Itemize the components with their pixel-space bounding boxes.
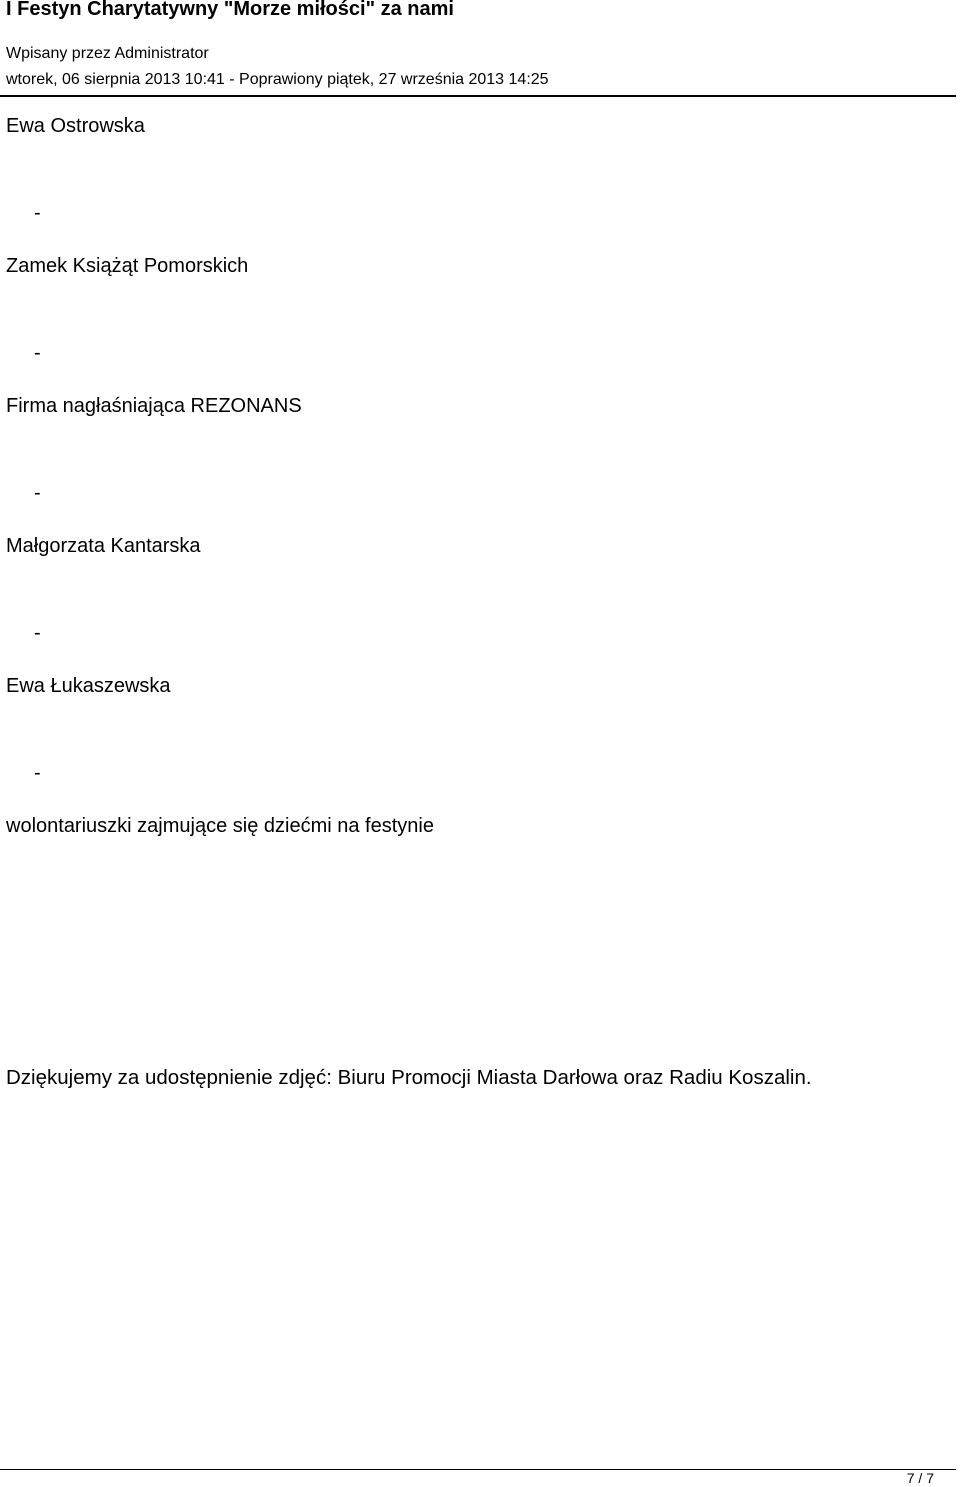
entry-rezonans: Firma nagłaśniająca REZONANS: [6, 395, 302, 417]
separator-dash: -: [34, 342, 41, 364]
header-divider: [0, 95, 956, 97]
dates-line: wtorek, 06 sierpnia 2013 10:41 - Poprawiony piątek, 27 września 2013 14:25: [6, 71, 549, 88]
separator-dash: -: [34, 202, 41, 224]
separator-dash: -: [34, 622, 41, 644]
page-number: 7 / 7: [906, 1470, 934, 1486]
entry-ewa-ostrowska: Ewa Ostrowska: [6, 115, 145, 137]
article-title[interactable]: I Festyn Charytatywny "Morze miłości" za nami: [6, 0, 454, 20]
author-line: Wpisany przez Administrator: [6, 45, 209, 62]
entry-lukaszewska: Ewa Łukaszewska: [6, 675, 171, 697]
entry-wolontariuszki: wolontariuszki zajmujące się dziećmi na festynie: [6, 815, 434, 837]
entry-kantarska: Małgorzata Kantarska: [6, 535, 201, 557]
entry-zamek: Zamek Książąt Pomorskich: [6, 255, 249, 277]
thanks-paragraph: Dziękujemy za udostępnienie zdjęć: Biuru Promocji Miasta Darłowa oraz Radiu Koszalin.: [6, 1066, 812, 1089]
separator-dash: -: [34, 482, 41, 504]
separator-dash: -: [34, 762, 41, 784]
footer-divider: [0, 1469, 956, 1470]
